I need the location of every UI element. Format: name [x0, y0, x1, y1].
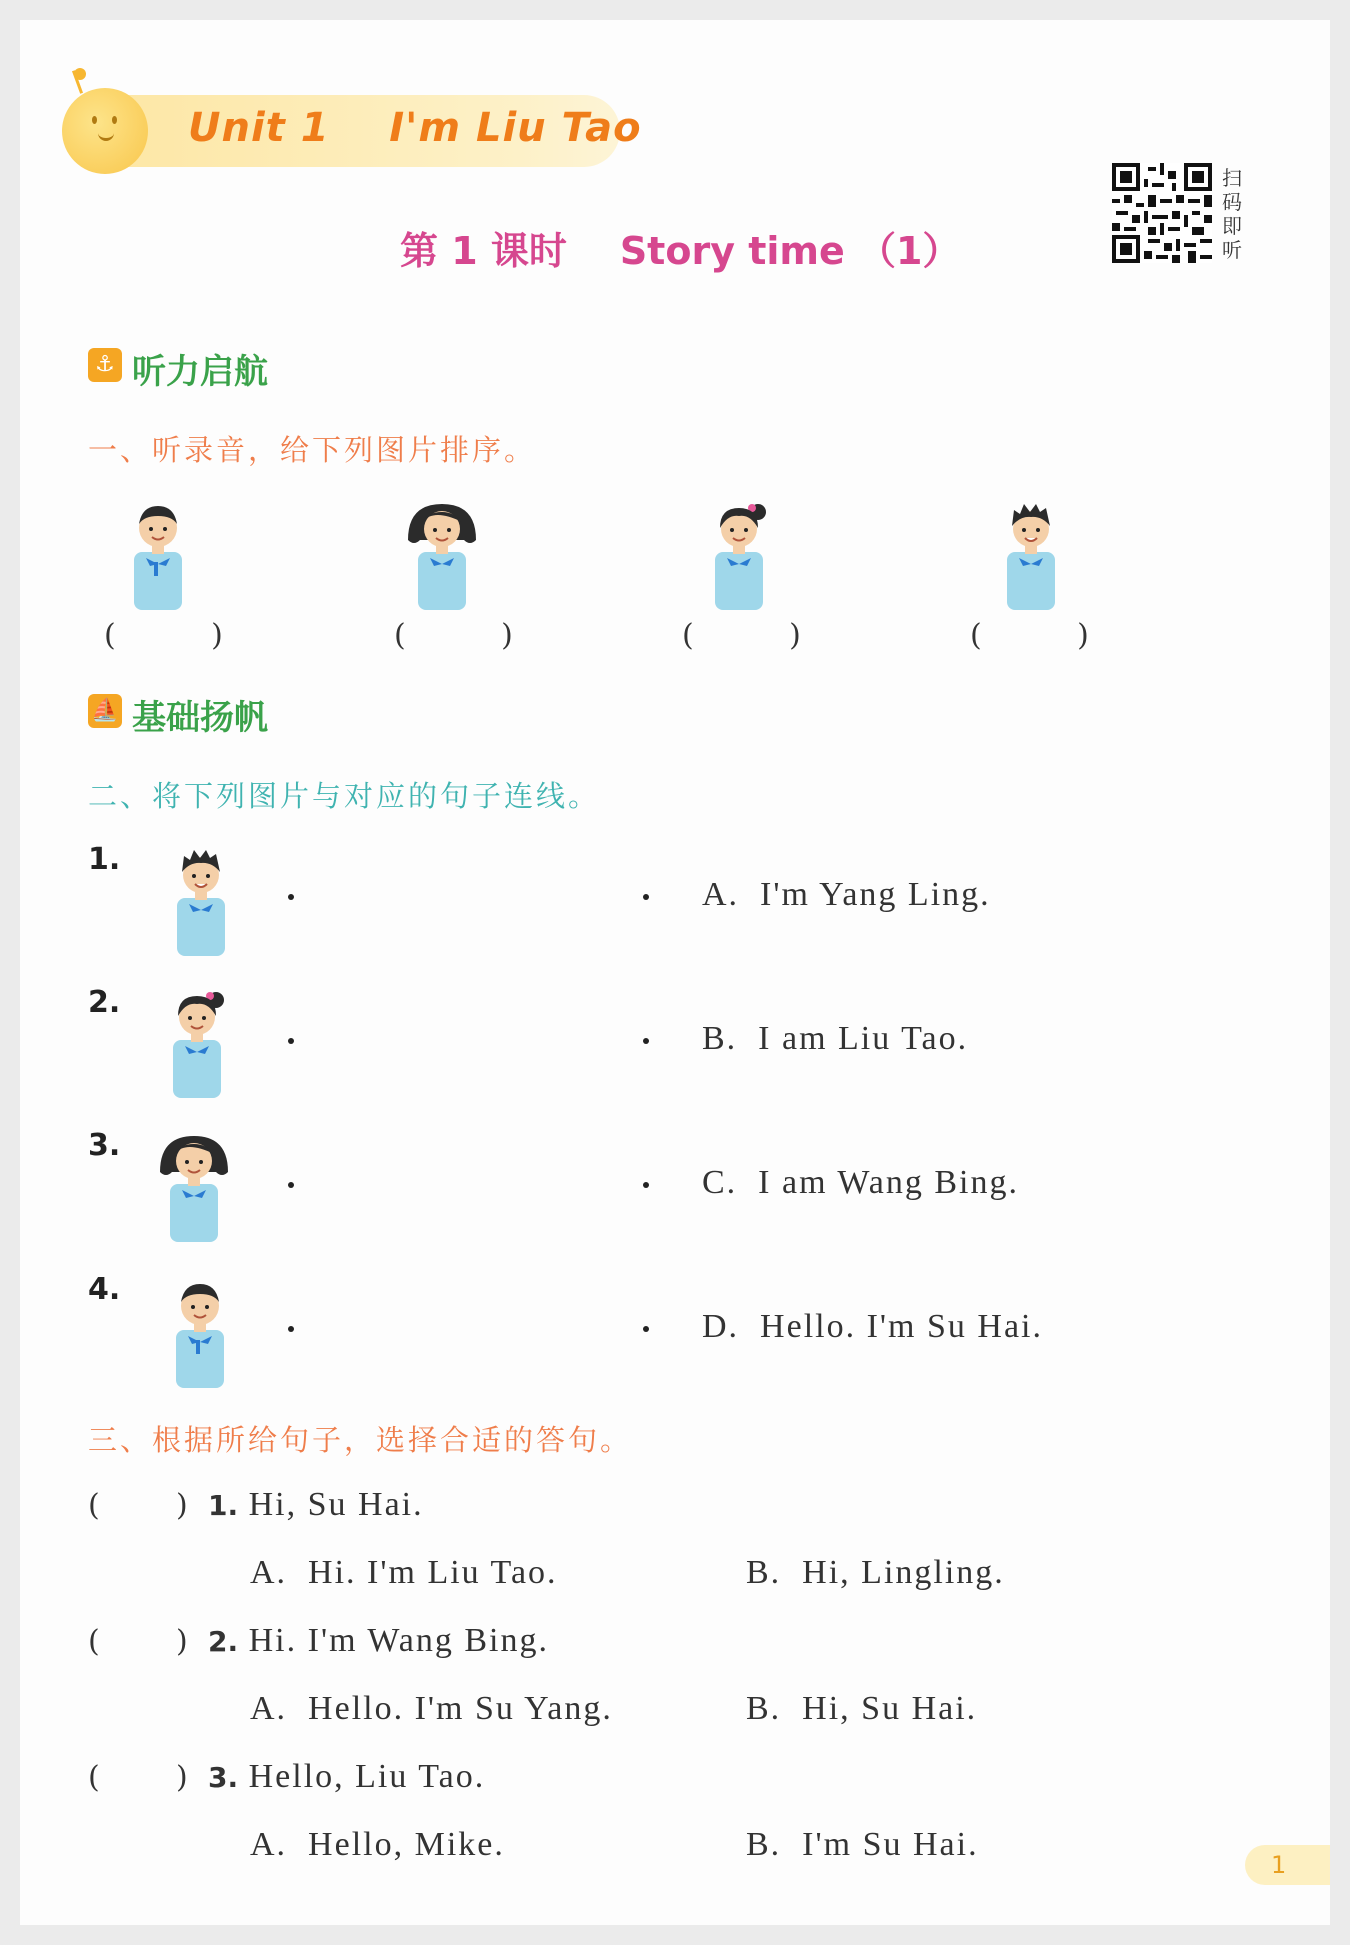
anchor-icon: ⚓	[88, 348, 122, 382]
prompt-text-1: Hi, Su Hai.	[248, 1486, 424, 1523]
question2-title: 二、将下列图片与对应的句子连线。	[88, 779, 601, 813]
qr-label: 扫码即听	[1222, 166, 1242, 262]
order-blank-1[interactable]: ( )	[104, 618, 223, 653]
prompt-text-2: Hi. I'm Wang Bing.	[248, 1622, 549, 1659]
question1-title: 一、听录音，给下列图片排序。	[88, 433, 537, 467]
option-2a: A. Hello. I'm Su Yang.	[250, 1690, 613, 1727]
sun-eye	[92, 116, 97, 124]
girl-bob-image	[156, 1132, 232, 1242]
order-blank-2[interactable]: ( )	[394, 618, 513, 653]
match-number-3: 3.	[88, 1128, 121, 1163]
match-sentence-d: D. Hello. I'm Su Hai.	[702, 1308, 1043, 1345]
question3-title: 三、根据所给句子，选择合适的答句。	[88, 1423, 633, 1457]
match-dot-left-3[interactable]	[288, 1182, 294, 1188]
match-sentence-b: B. I am Liu Tao.	[702, 1020, 969, 1057]
order-blank-3[interactable]: ( )	[682, 618, 801, 653]
boy-spiky-image	[168, 846, 234, 956]
match-dot-right-1[interactable]	[643, 894, 649, 900]
qr-code-icon[interactable]	[1112, 163, 1212, 263]
prompt-number-1: 1.	[208, 1489, 239, 1522]
page-number: 1	[1245, 1845, 1330, 1885]
match-dot-right-2[interactable]	[643, 1038, 649, 1044]
match-dot-right-3[interactable]	[643, 1182, 649, 1188]
girl-bob-image	[404, 500, 480, 610]
match-number-2: 2.	[88, 985, 121, 1020]
sun-antenna-ball	[74, 68, 86, 80]
option-2b: B. Hi, Su Hai.	[746, 1690, 978, 1727]
prompt-number-2: 2.	[208, 1625, 239, 1658]
prompt-2	[208, 1622, 549, 1660]
sun-eye	[112, 116, 117, 124]
prompt-3	[208, 1758, 485, 1796]
lesson-title: 第 1 课时 Story time （1）	[400, 229, 961, 273]
answer-blank-1[interactable]: ( )	[88, 1488, 188, 1523]
option-3b: B. I'm Su Hai.	[746, 1826, 979, 1863]
unit-title: Unit 1 I'm Liu Tao	[188, 105, 642, 151]
prompt-1	[208, 1486, 424, 1524]
answer-blank-2[interactable]: ( )	[88, 1624, 188, 1659]
match-dot-right-4[interactable]	[643, 1326, 649, 1332]
match-dot-left-4[interactable]	[288, 1326, 294, 1332]
boy-short-hair-image	[170, 1278, 230, 1388]
order-blank-4[interactable]: ( )	[970, 618, 1089, 653]
section-title-listening: 听力启航	[132, 352, 268, 392]
sailboat-icon: ⛵	[88, 694, 122, 728]
answer-blank-3[interactable]: ( )	[88, 1760, 188, 1795]
boy-spiky-image	[998, 500, 1064, 610]
girl-ponytail-image	[706, 500, 772, 610]
match-sentence-a: A. I'm Yang Ling.	[702, 876, 991, 913]
boy-short-hair-image	[128, 500, 188, 610]
girl-ponytail-image	[164, 988, 230, 1098]
match-dot-left-2[interactable]	[288, 1038, 294, 1044]
option-1a: A. Hi. I'm Liu Tao.	[250, 1554, 558, 1591]
section-title-basics: 基础扬帆	[132, 698, 268, 738]
match-dot-left-1[interactable]	[288, 894, 294, 900]
prompt-text-3: Hello, Liu Tao.	[248, 1758, 486, 1795]
prompt-number-3: 3.	[208, 1761, 239, 1794]
match-sentence-c: C. I am Wang Bing.	[702, 1164, 1020, 1201]
match-number-4: 4.	[88, 1272, 121, 1307]
match-number-1: 1.	[88, 842, 121, 877]
option-1b: B. Hi, Lingling.	[746, 1554, 1005, 1591]
option-3a: A. Hello, Mike.	[250, 1826, 505, 1863]
